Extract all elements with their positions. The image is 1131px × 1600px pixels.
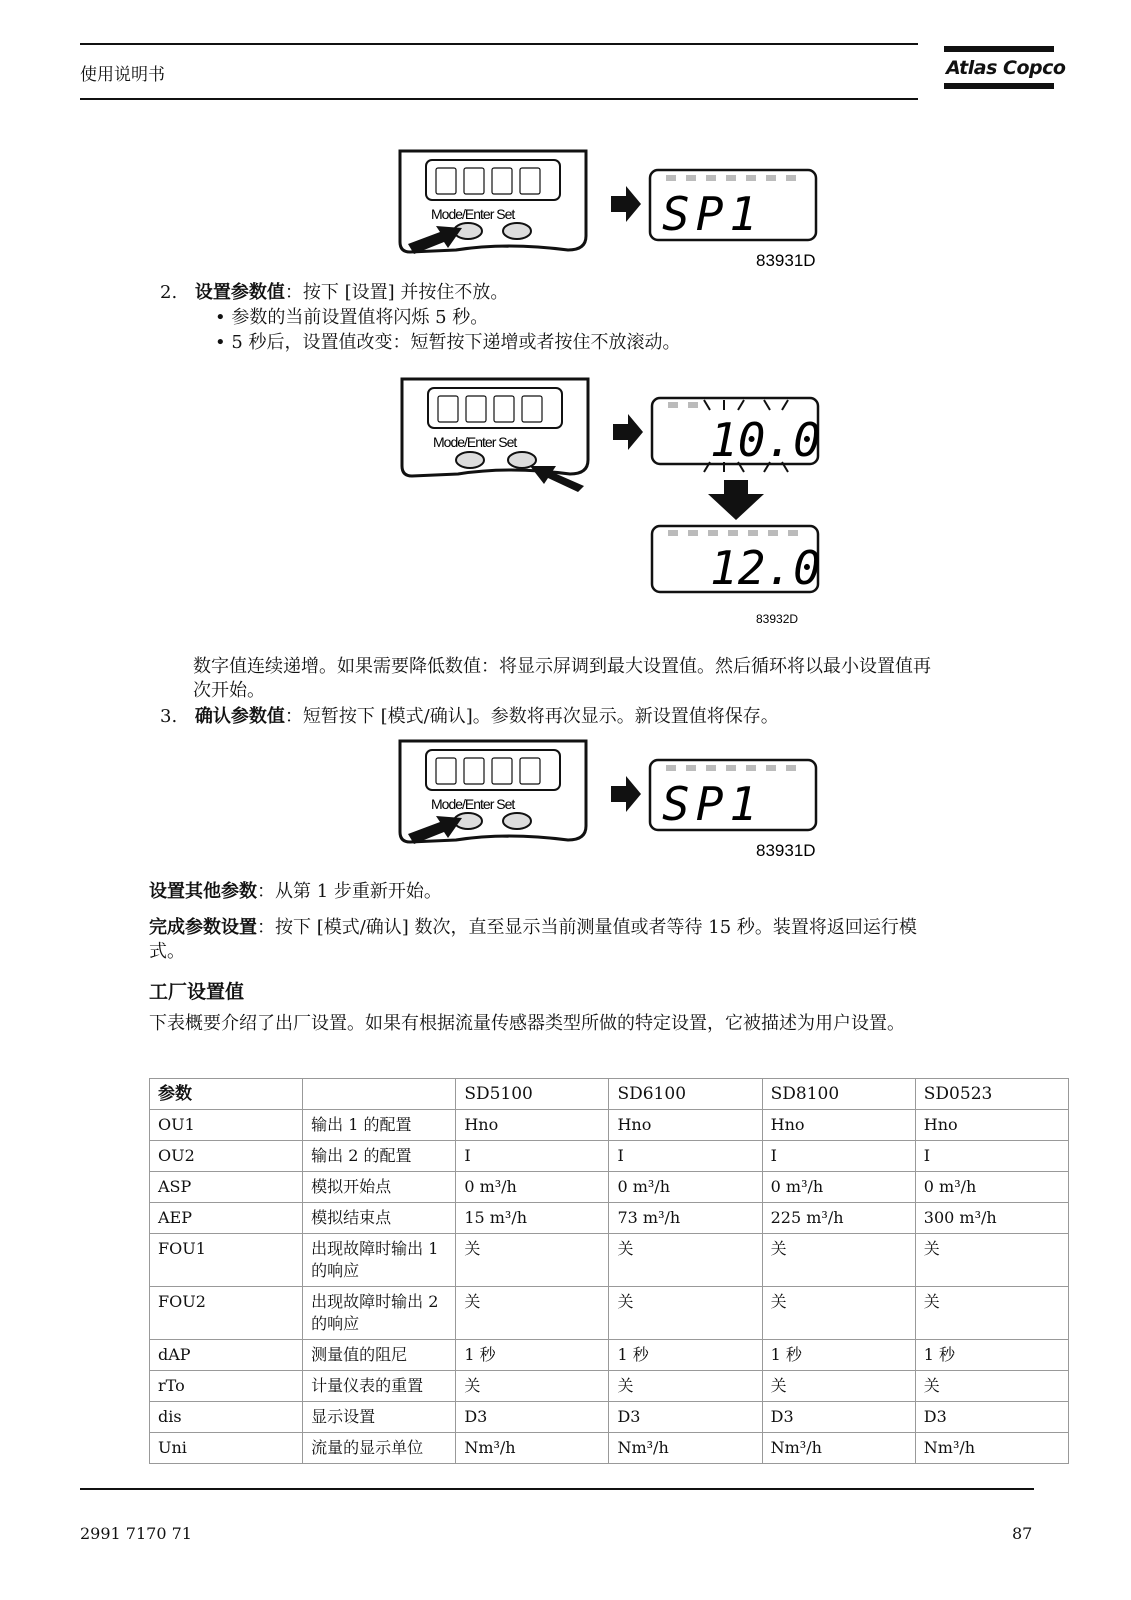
table-cell: Hno [609,1110,762,1141]
table-cell: OU1 [150,1110,303,1141]
figure-confirm-value [396,738,836,866]
table-cell: dis [150,1402,303,1433]
table-cell: Nm³/h [456,1433,609,1464]
footer-rule [80,1488,1034,1490]
table-cell: 300 m³/h [915,1203,1068,1234]
section-heading: 工厂设置值 [149,981,245,1003]
table-cell: 关 [762,1234,915,1287]
buttons-label: Mode/Enter Set [431,796,515,812]
table-row [150,1402,1069,1433]
step-title: 确认参数值 [194,706,285,727]
table-cell: Uni [150,1433,303,1464]
note-line-1: 数字值连续递增。如果需要降低数值：将显示屏调到最大设置值。然后循环将以最小设置值再 [193,656,931,677]
table-cell: rTo [150,1371,303,1402]
table-header-cell: SD0523 [915,1079,1068,1110]
bullet-text: 参数的当前设置值将闪烁 5 秒。 [231,307,489,328]
table-row [150,1141,1069,1172]
table-cell: I [915,1141,1068,1172]
table-header-row [150,1079,1069,1110]
table-cell: FOU2 [150,1287,303,1340]
table-cell: Hno [915,1110,1068,1141]
brand-logo [944,46,1066,89]
table-cell: D3 [456,1402,609,1433]
table-cell: 1 秒 [915,1340,1068,1371]
other-params-paragraph [149,880,442,904]
table-cell: 1 秒 [609,1340,762,1371]
table-cell: D3 [609,1402,762,1433]
step-number: 2. [160,282,178,303]
table-cell: FOU1 [150,1234,303,1287]
display-sp1: SP1 [662,777,764,831]
table-cell: 关 [456,1371,609,1402]
table-row [150,1371,1069,1402]
section-intro: 下表概要介绍了出厂设置。如果有根据流量传感器类型所做的特定设置，它被描述为用户设置。 [149,1013,905,1034]
display-new-value: 12.0 [710,541,821,595]
table-cell: Nm³/h [762,1433,915,1464]
table-row [150,1287,1069,1340]
table-row [150,1203,1069,1234]
table-cell: 关 [456,1234,609,1287]
table-cell: ASP [150,1172,303,1203]
paragraph-text: ：从第 1 步重新开始。 [257,881,442,902]
table-header-cell: SD5100 [456,1079,609,1110]
note-line-2: 次开始。 [193,680,265,701]
header-bottom-rule [80,98,918,100]
finish-paragraph [149,916,917,940]
table-cell: 关 [915,1287,1068,1340]
table-header-cell [303,1079,456,1110]
table-header-cell: SD6100 [609,1079,762,1110]
table-cell: D3 [762,1402,915,1433]
table-cell: I [609,1141,762,1172]
step-text: ：短暂按下 [模式/确认]。参数将再次显示。新设置值将保存。 [284,706,779,727]
table-row [150,1172,1069,1203]
table-row [150,1340,1069,1371]
table-cell: 0 m³/h [456,1172,609,1203]
bullet-item: • 5 秒后，设置值改变：短暂按下递增或者按住不放滚动。 [215,332,681,353]
table-cell: 关 [609,1287,762,1340]
header-title: 使用说明书 [80,65,165,85]
table-cell: 测量值的阻尼 [303,1340,456,1371]
table-cell: 出现故障时输出 1 的响应 [303,1234,456,1287]
table-cell: 显示设置 [303,1402,456,1433]
paragraph-title: 设置其他参数 [149,881,257,902]
table-cell: 模拟开始点 [303,1172,456,1203]
table-cell: 0 m³/h [762,1172,915,1203]
figure-select-parameter [396,148,836,276]
table-cell: Nm³/h [609,1433,762,1464]
table-header-cell: SD8100 [762,1079,915,1110]
table-cell: 输出 2 的配置 [303,1141,456,1172]
finish-paragraph-line-2: 式。 [149,941,185,962]
table-cell: 0 m³/h [609,1172,762,1203]
table-cell: 1 秒 [456,1340,609,1371]
step-2 [160,281,508,305]
table-cell: AEP [150,1203,303,1234]
table-cell: I [456,1141,609,1172]
table-cell: 输出 1 的配置 [303,1110,456,1141]
table-row [150,1110,1069,1141]
table-row [150,1234,1069,1287]
table-cell: D3 [915,1402,1068,1433]
table-cell: OU2 [150,1141,303,1172]
table-cell: 关 [609,1371,762,1402]
step-text: ：按下 [设置] 并按住不放。 [284,282,509,303]
table-cell: Hno [456,1110,609,1141]
figure-code: 83931D [756,841,816,860]
step-3 [160,705,779,729]
buttons-label: Mode/Enter Set [433,434,517,450]
table-cell: 关 [915,1371,1068,1402]
display-blinking-value: 10.0 [710,413,821,467]
buttons-label: Mode/Enter Set [431,206,515,222]
table-cell: Hno [762,1110,915,1141]
table-cell: Nm³/h [915,1433,1068,1464]
table-cell: dAP [150,1340,303,1371]
table-cell: 73 m³/h [609,1203,762,1234]
bullet-text: 5 秒后，设置值改变：短暂按下递增或者按住不放滚动。 [231,332,681,353]
table-cell: 计量仪表的重置 [303,1371,456,1402]
table-cell: 225 m³/h [762,1203,915,1234]
step-number: 3. [160,706,178,727]
figure-code: 83931D [756,251,816,270]
table-cell: 模拟结束点 [303,1203,456,1234]
table-cell: 关 [915,1234,1068,1287]
factory-settings-table [149,1078,1069,1464]
table-cell: 1 秒 [762,1340,915,1371]
table-cell: I [762,1141,915,1172]
table-cell: 关 [762,1287,915,1340]
paragraph-text: ：按下 [模式/确认] 数次，直至显示当前测量值或者等待 15 秒。装置将返回运行模 [257,917,917,938]
table-cell: 流量的显示单位 [303,1433,456,1464]
document-number: 2991 7170 71 [80,1524,192,1543]
logo-text: Atlas Copco [946,57,1066,79]
table-cell: 关 [456,1287,609,1340]
table-cell: 关 [762,1371,915,1402]
table-cell: 关 [609,1234,762,1287]
header-top-rule [80,43,918,45]
table-cell: 15 m³/h [456,1203,609,1234]
table-row [150,1433,1069,1464]
figure-set-value [398,376,838,632]
display-sp1: SP1 [662,187,764,241]
table-cell: 0 m³/h [915,1172,1068,1203]
figure-code: 83932D [756,612,799,626]
paragraph-title: 完成参数设置 [149,917,257,938]
bullet-item: • 参数的当前设置值将闪烁 5 秒。 [215,307,489,328]
step-title: 设置参数值 [194,282,285,303]
table-header-cell: 参数 [150,1079,303,1110]
page-number: 87 [1012,1524,1033,1543]
table-cell: 出现故障时输出 2 的响应 [303,1287,456,1340]
